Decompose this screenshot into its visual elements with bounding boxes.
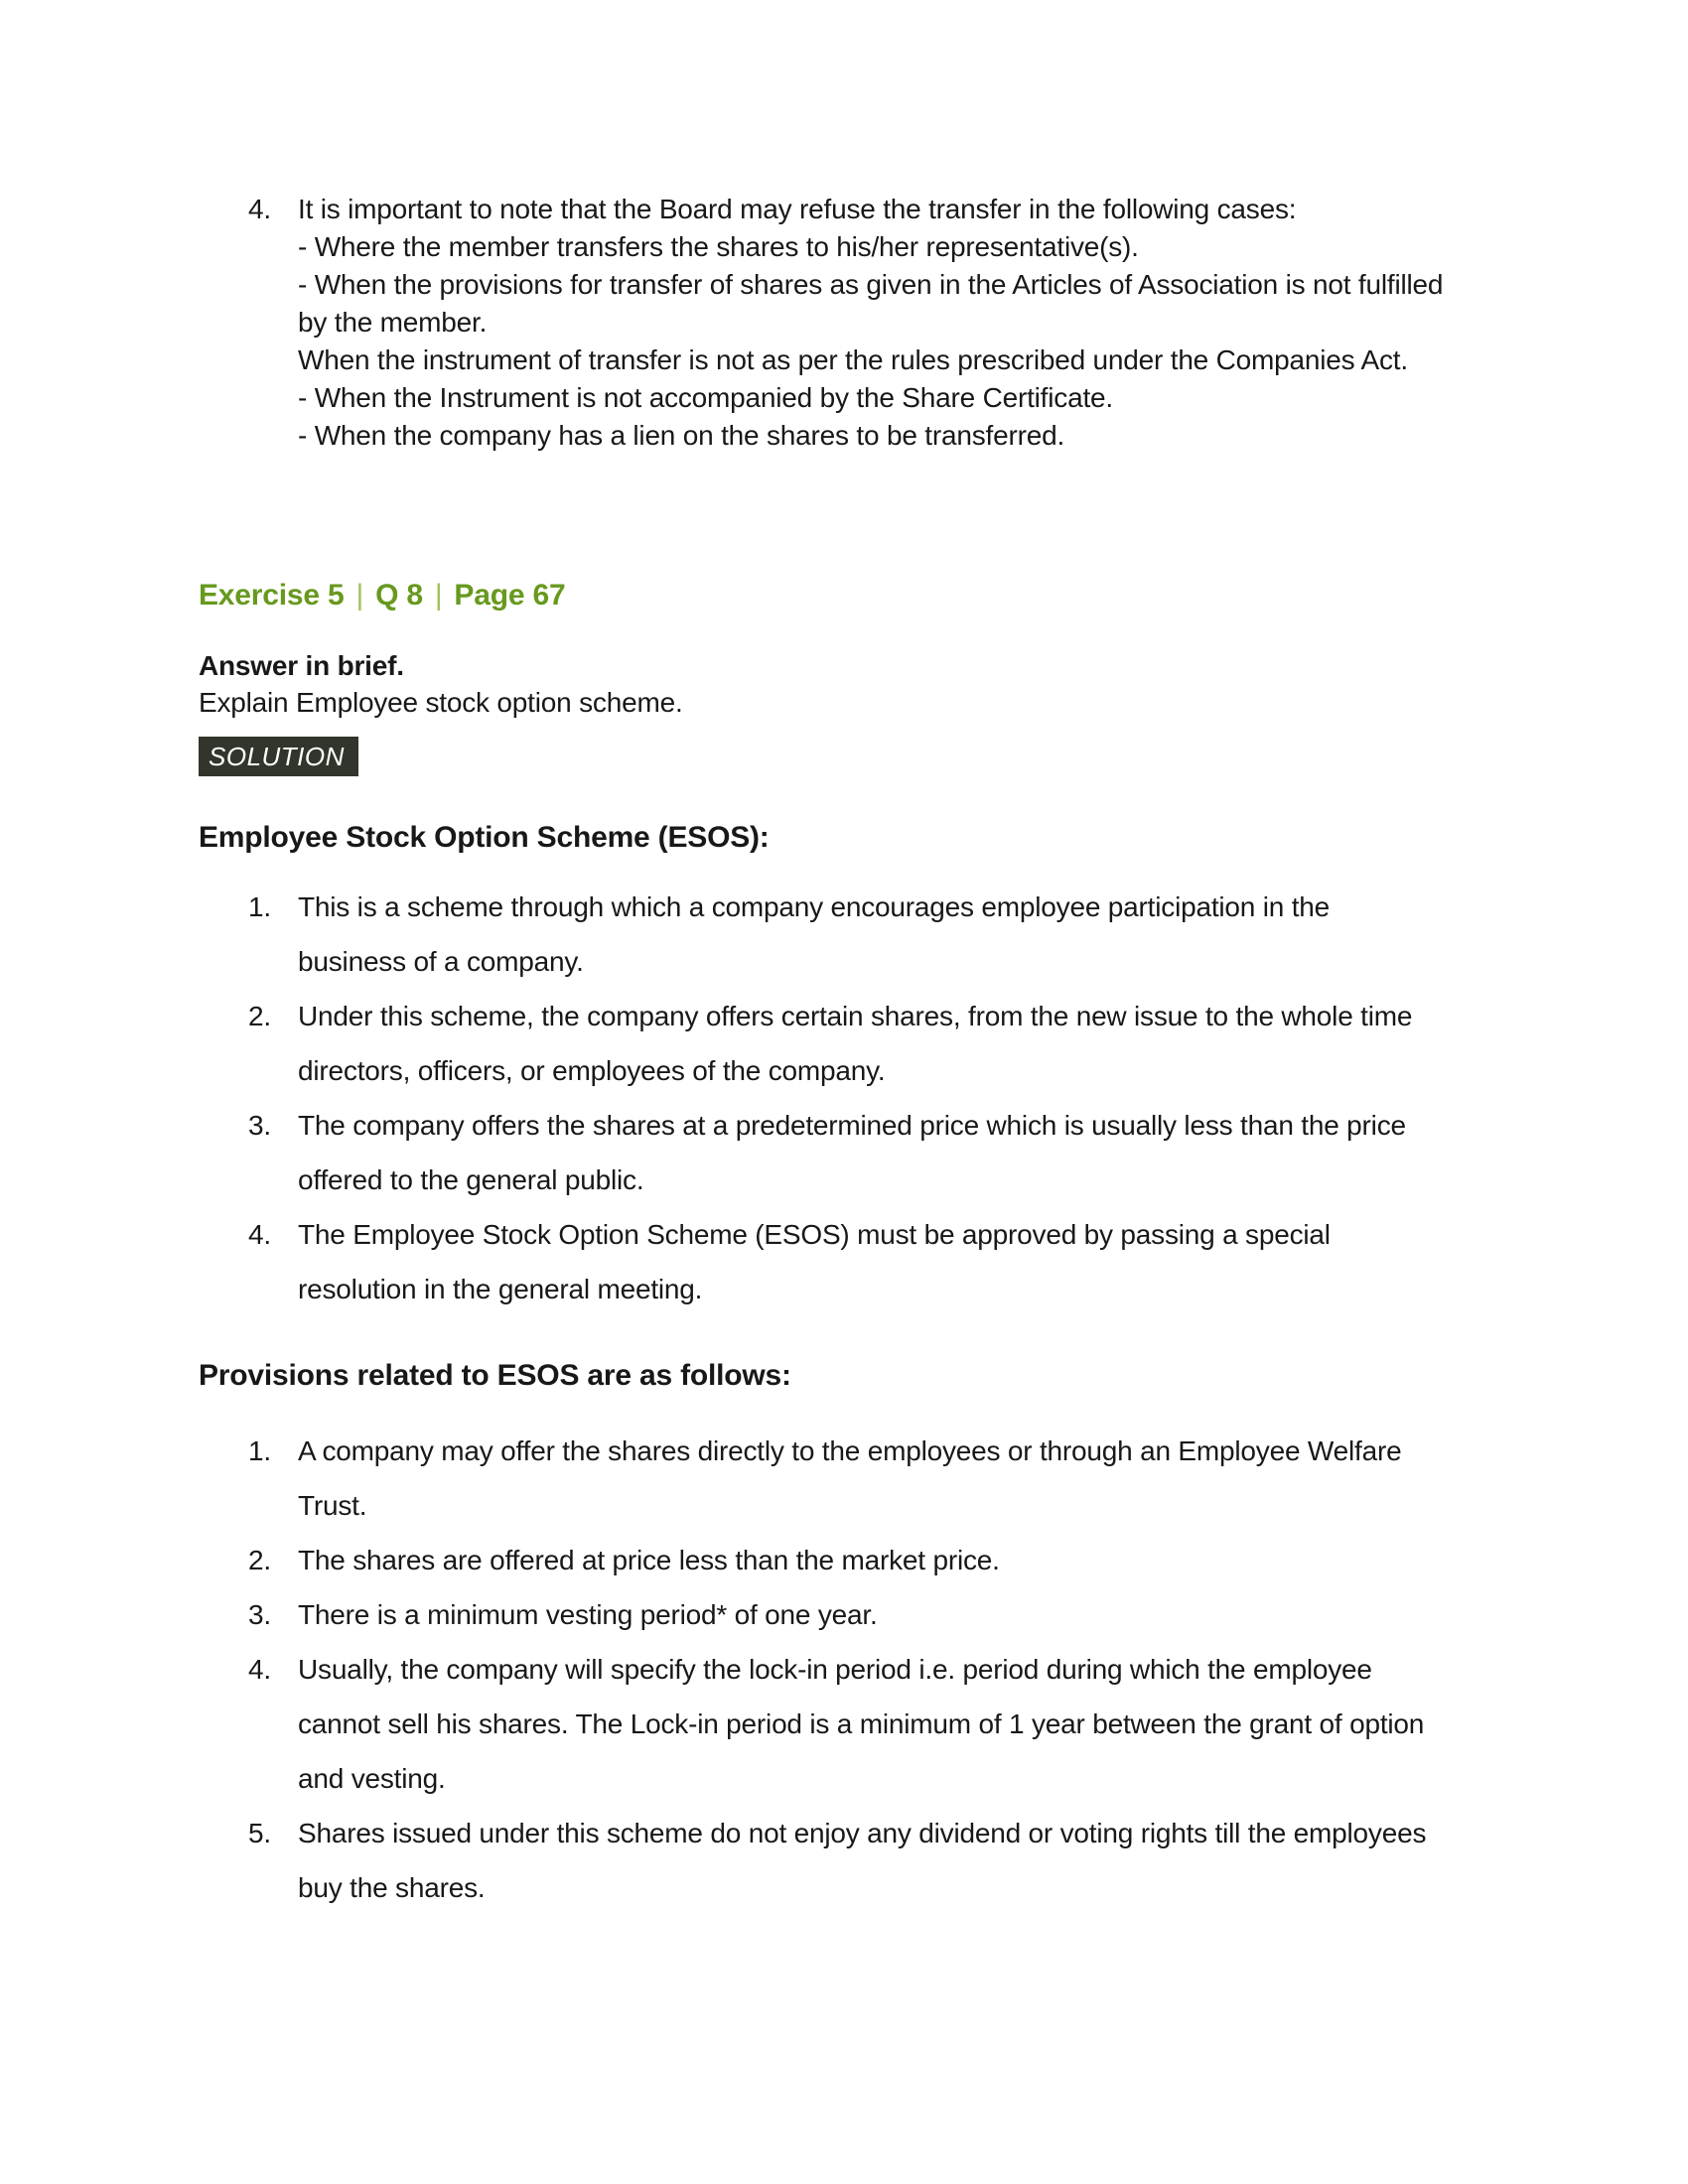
list-item-number: 3. xyxy=(248,1599,271,1630)
refusal-case-line: When the instrument of transfer is not as per the rules prescribed under the Companies Act. xyxy=(298,344,1408,375)
exercise-breadcrumb xyxy=(199,578,565,614)
question-type-label: Answer in brief. xyxy=(199,650,404,681)
list-item-number: 2. xyxy=(248,1545,271,1575)
list-item-text: Usually, the company will specify the lock-in period i.e. period during which the employee cannot sell his shares. The Lock-in period is a minimum of 1 year between the grant of option and vesting. xyxy=(298,1654,1425,1794)
list-item-number: 3. xyxy=(248,1110,271,1141)
board-refusal-text xyxy=(298,191,1475,455)
list-item-number: 1. xyxy=(248,1435,271,1466)
provisions-list xyxy=(248,1424,1440,1915)
list-item-text: Shares issued under this scheme do not enjoy any dividend or voting rights till the employees buy the shares. xyxy=(298,1818,1427,1903)
list-item-number: 5. xyxy=(248,1818,271,1848)
list-item-number: 2. xyxy=(248,1001,271,1031)
list-item-text: There is a minimum vesting period* of one year. xyxy=(298,1599,878,1630)
esos-heading: Employee Stock Option Scheme (ESOS): xyxy=(199,821,770,854)
refusal-case-line: - When the Instrument is not accompanied by the Share Certificate. xyxy=(298,382,1113,413)
question-number-label: Q 8 xyxy=(375,579,423,612)
exercise-label: Exercise 5 xyxy=(199,579,345,612)
refusal-case-line: - When the company has a lien on the shares to be transferred. xyxy=(298,420,1065,451)
list-item-number: 1. xyxy=(248,891,271,922)
list-item-number: 4. xyxy=(248,194,271,224)
list-item xyxy=(248,1806,1440,1915)
list-item xyxy=(248,1098,1440,1207)
list-item-text: The company offers the shares at a predetermined price which is usually less than the price offered to the general public. xyxy=(298,1110,1406,1195)
list-item xyxy=(248,191,1484,455)
refusal-intro-line: It is important to note that the Board may refuse the transfer in the following cases: xyxy=(298,194,1297,224)
page-number-label: Page 67 xyxy=(454,579,566,612)
list-item-number: 4. xyxy=(248,1219,271,1250)
list-item xyxy=(248,989,1440,1098)
list-item xyxy=(248,1642,1440,1806)
list-item xyxy=(248,1533,1440,1587)
list-item-text: A company may offer the shares directly to the employees or through an Employee Welfare Trust. xyxy=(298,1435,1402,1521)
list-item xyxy=(248,880,1440,989)
list-item-text: This is a scheme through which a company encourages employee participation in the business of a company. xyxy=(298,891,1331,977)
refusal-case-line: - When the provisions for transfer of shares as given in the Articles of Association is not fulfilled by the member. xyxy=(298,269,1444,338)
esos-points-list xyxy=(248,880,1440,1316)
breadcrumb-separator: | xyxy=(434,579,443,612)
question-text: Explain Employee stock option scheme. xyxy=(199,687,683,718)
breadcrumb-separator: | xyxy=(355,579,364,612)
list-item-text: The shares are offered at price less than the market price. xyxy=(298,1545,1000,1575)
refusal-case-line: - Where the member transfers the shares to his/her representative(s). xyxy=(298,231,1139,262)
board-refusal-section xyxy=(248,191,1484,455)
solution-badge: SOLUTION xyxy=(199,737,358,776)
list-item xyxy=(248,1424,1440,1533)
list-item-number: 4. xyxy=(248,1654,271,1685)
provisions-heading: Provisions related to ESOS are as follows: xyxy=(199,1359,791,1392)
list-item xyxy=(248,1587,1440,1642)
list-item-text: Under this scheme, the company offers certain shares, from the new issue to the whole time directors, officers, or employees of the company. xyxy=(298,1001,1413,1086)
list-item-text: The Employee Stock Option Scheme (ESOS) must be approved by passing a special resolution in the general meeting. xyxy=(298,1219,1331,1304)
list-item xyxy=(248,1207,1440,1316)
